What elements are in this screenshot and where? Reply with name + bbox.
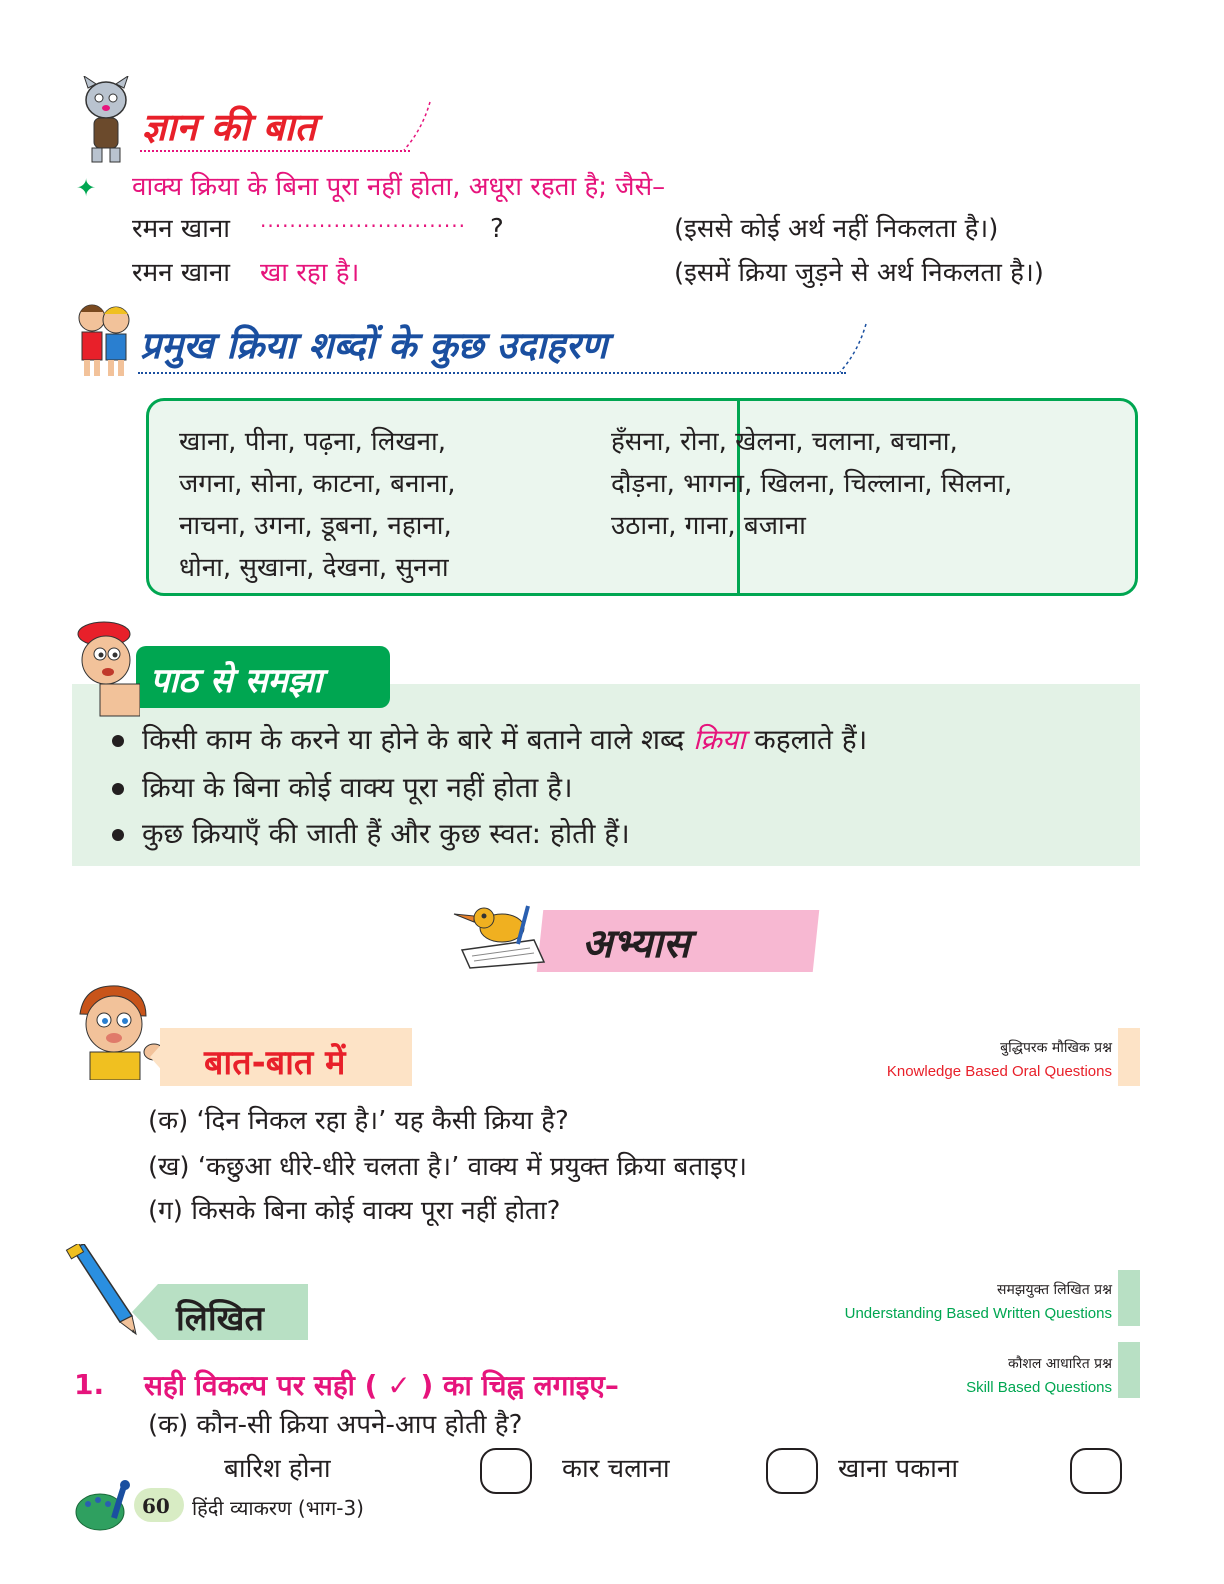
option-2-checkbox[interactable] <box>766 1448 818 1494</box>
gyan-title-flourish <box>400 100 434 152</box>
verbs-right-line: दौड़ना, भागना, खिलना, चिल्लाना, सिलना, <box>611 469 1013 499</box>
bird-writing-icon <box>448 896 552 970</box>
bullet-icon <box>112 829 124 841</box>
verbs-right-column <box>611 421 1012 547</box>
understood-point-3-text: कुछ क्रियाएँ की जाती हैं और कुछ स्वत: होती हैं। <box>142 817 630 850</box>
option-3-checkbox[interactable] <box>1070 1448 1122 1494</box>
understood-point-3 <box>112 817 630 850</box>
gyan-title-underline <box>140 150 410 152</box>
verbs-box <box>146 398 1138 596</box>
oral-questions-label-hindi: बुद्धिपरक मौखिक प्रश्न <box>1000 1040 1112 1056</box>
boy-peeking-icon <box>74 618 140 718</box>
pramukh-title-underline <box>138 372 846 374</box>
bullet-icon <box>112 783 124 795</box>
option-1-label: बारिश होना <box>224 1454 331 1484</box>
peacock-icon <box>74 1478 132 1532</box>
gyan-intro: वाक्य क्रिया के बिना पूरा नहीं होता, अधूरा रहता है; जैसे– <box>132 172 666 202</box>
star-bullet-icon: ✦ <box>76 174 97 202</box>
option-2-label: कार चलाना <box>562 1454 670 1484</box>
page-number: 60 <box>142 1494 170 1518</box>
bullet-icon <box>112 735 124 747</box>
oral-questions-bar <box>1118 1028 1140 1086</box>
oral-question-ka: (क) ‘दिन निकल रहा है।’ यह कैसी क्रिया है? <box>148 1106 569 1136</box>
understood-keyword-kriya: क्रिया <box>693 723 746 756</box>
option-1-checkbox[interactable] <box>480 1448 532 1494</box>
pramukh-title-flourish <box>836 322 870 374</box>
skill-questions-label-hindi: कौशल आधारित प्रश्न <box>1007 1356 1112 1372</box>
oral-questions-label <box>887 1038 1112 1080</box>
book-title: हिंदी व्याकरण (भाग-3) <box>192 1496 364 1520</box>
pencil-icon <box>62 1244 142 1336</box>
skill-questions-label-english: Skill Based Questions <box>966 1379 1112 1396</box>
skill-questions-label <box>966 1354 1112 1396</box>
written-questions-bar <box>1118 1270 1140 1326</box>
oral-question-kha: (ख) ‘कछुआ धीरे-धीरे चलता है।’ वाक्य में प्रयुक्त क्रिया बताइए। <box>148 1152 747 1182</box>
verbs-right-line: हँसना, रोना, खेलना, चलाना, बचाना, <box>611 427 958 457</box>
written-questions-label-english: Understanding Based Written Questions <box>844 1305 1112 1322</box>
kids-mascot-icon <box>72 296 136 378</box>
question-1-ka: (क) कौन-सी क्रिया अपने-आप होती है? <box>148 1410 523 1440</box>
understood-point-2 <box>112 771 573 804</box>
verbs-left-column <box>179 421 456 589</box>
question-1-number: 1. <box>74 1368 105 1401</box>
verbs-left-line: नाचना, उगना, डूबना, नहाना, <box>179 511 452 541</box>
understood-point-2-text: क्रिया के बिना कोई वाक्य पूरा नहीं होता है। <box>142 771 573 804</box>
understood-title: पाठ से समझा <box>150 661 323 701</box>
likhit-tab-arrow <box>132 1284 158 1340</box>
skill-questions-bar <box>1118 1342 1140 1398</box>
gyan-example2-subject: रमन खाना <box>132 258 231 288</box>
verbs-right-line: उठाना, गाना, बजाना <box>611 511 806 541</box>
gyan-example1-question: ? <box>490 214 504 244</box>
verbs-left-line: जगना, सोना, काटना, बनाना, <box>179 469 456 499</box>
verbs-left-line: धोना, सुखाना, देखना, सुनना <box>179 553 449 583</box>
abhyas-title: अभ्यास <box>582 920 690 967</box>
written-questions-label <box>845 1280 1112 1322</box>
gyan-example2-note: (इसमें क्रिया जुड़ने से अर्थ निकलता है।) <box>674 258 1044 288</box>
gyan-example1-subject: रमन खाना <box>132 214 231 244</box>
understood-point-1-end: कहलाते हैं। <box>754 723 868 756</box>
likhit-title: लिखित <box>176 1299 264 1339</box>
option-3-label: खाना पकाना <box>838 1454 959 1484</box>
cat-mascot-icon <box>76 76 136 166</box>
gyan-example1-note: (इससे कोई अर्थ नहीं निकलता है।) <box>674 214 999 244</box>
oral-question-ga: (ग) किसके बिना कोई वाक्य पूरा नहीं होता? <box>148 1196 561 1226</box>
understood-point-1 <box>112 723 868 756</box>
verbs-left-line: खाना, पीना, पढ़ना, लिखना, <box>179 427 447 457</box>
pramukh-title: प्रमुख क्रिया शब्दों के कुछ उदाहरण <box>140 323 608 367</box>
question-1-text: सही विकल्प पर सही ( ✓ ) का चिह्न लगाइए– <box>144 1369 619 1402</box>
gyan-example1-blank: ............................ <box>260 208 467 232</box>
gyan-example2-verb: खा रहा है। <box>260 258 360 288</box>
understood-point-1-text: किसी काम के करने या होने के बारे में बताने वाले शब्द <box>142 723 685 756</box>
oral-questions-label-english: Knowledge Based Oral Questions <box>886 1063 1112 1080</box>
written-questions-label-hindi: समझयुक्त लिखित प्रश्न <box>997 1282 1112 1298</box>
baat-title: बात-बात में <box>204 1043 346 1083</box>
gyan-title: ज्ञान की बात <box>142 104 316 149</box>
